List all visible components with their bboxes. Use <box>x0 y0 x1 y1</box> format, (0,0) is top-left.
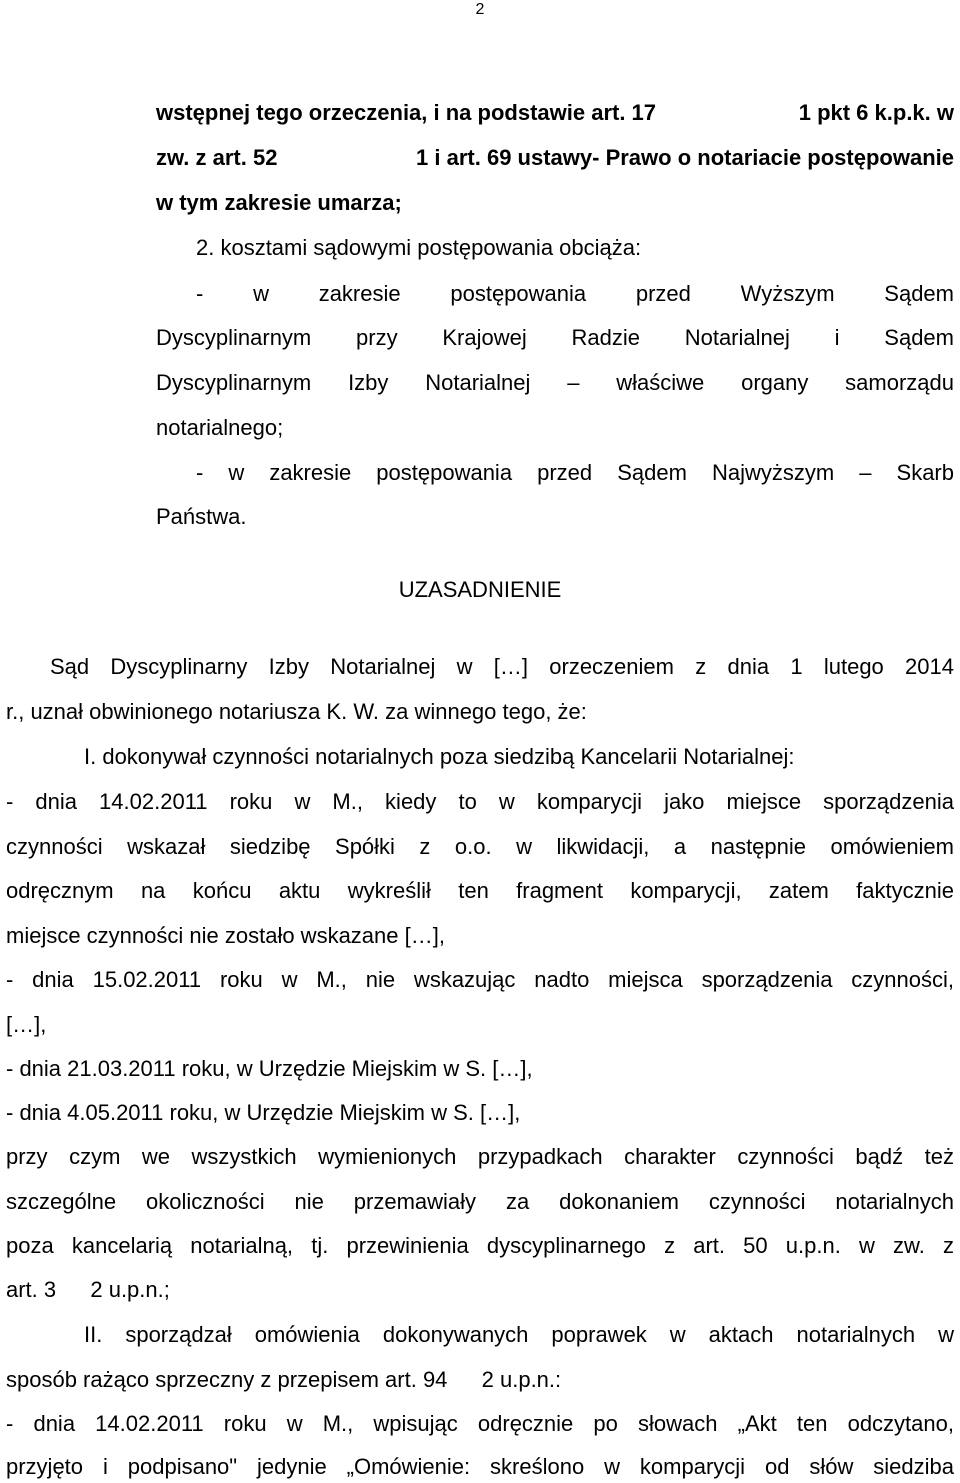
text-line: Dyscyplinarnym przy Krajowej Radzie Notarialnej i Sądem <box>156 325 954 350</box>
text-line: w tym zakresie umarza; <box>156 190 402 215</box>
text-span: zw. z art. 52 <box>156 145 284 170</box>
text-span: 2 u.p.n.: <box>475 1367 562 1392</box>
paragraph-sign-icon <box>62 1276 84 1304</box>
text-line: miejsce czynności nie zostało wskazane […], <box>6 923 445 948</box>
text-line: - dnia 14.02.2011 roku w M., kiedy to w komparycji jako miejsce sporządzenia <box>6 789 954 814</box>
text-line: - dnia 15.02.2011 roku w M., nie wskazując nadto miejsca sporządzenia czynności, <box>6 967 954 992</box>
text-span: sposób rażąco sprzeczny z przepisem art. 94 <box>6 1367 454 1392</box>
text-line: przy czym we wszystkich wymienionych przypadkach charakter czynności bądź też <box>6 1144 954 1169</box>
text-line: II. sporządzał omówienia dokonywanych poprawek w aktach notarialnych w <box>84 1322 954 1347</box>
text-line: - dnia 14.02.2011 roku w M., wpisując odręcznie po słowach „Akt ten odczytano, <box>6 1411 954 1436</box>
text-span: 2 u.p.n.; <box>84 1277 170 1302</box>
paragraph-sign-icon <box>284 144 306 172</box>
text-line: odręcznym na końcu aktu wykreślił ten fragment komparycji, zatem faktycznie <box>6 878 954 903</box>
text-span: 1 i art. 69 ustawy- Prawo o notariacie postępowanie <box>409 145 954 170</box>
text-line: - dnia 4.05.2011 roku, w Urzędzie Miejskim w S. […], <box>6 1100 521 1125</box>
section-heading: UZASADNIENIE <box>398 577 562 602</box>
text-line <box>6 1276 170 1304</box>
text-line: r., uznał obwinionego notariusza K. W. za winnego tego, że: <box>6 699 587 724</box>
text-span: wstępnej tego orzeczenia, i na podstawie art. 17 <box>156 100 663 125</box>
text-span: 1 pkt 6 k.p.k. w <box>792 100 954 125</box>
text-span: art. 3 <box>6 1277 63 1302</box>
text-line: Sąd Dyscyplinarny Izby Notarialnej w […] orzeczeniem z dnia 1 lutego 2014 <box>50 654 954 679</box>
text-line <box>156 99 954 127</box>
text-line: Dyscyplinarnym Izby Notarialnej – właściwe organy samorządu <box>156 370 954 395</box>
page-number: 2 <box>475 1 485 18</box>
paragraph-sign-icon <box>454 1366 476 1394</box>
text-line: Państwa. <box>156 504 247 529</box>
text-line: przyjęto i podpisano" jedynie „Omówienie: skreślono w komparycji od słów siedziba <box>6 1454 954 1479</box>
text-line <box>6 1366 561 1394</box>
text-line: - dnia 21.03.2011 roku, w Urzędzie Miejskim w S. […], <box>6 1056 533 1081</box>
paragraph-sign-icon <box>662 99 684 127</box>
text-line: - w zakresie postępowania przed Sądem Najwyższym – Skarb <box>196 460 954 485</box>
text-line: notarialnego; <box>156 415 284 440</box>
text-line: […], <box>6 1012 47 1037</box>
text-line: szczególne okoliczności nie przemawiały za dokonaniem czynności notarialnych <box>6 1189 954 1214</box>
text-line: czynności wskazał siedzibę Spółki z o.o. w likwidacji, a następnie omówieniem <box>6 834 954 859</box>
text-line: - w zakresie postępowania przed Wyższym Sądem <box>196 281 954 306</box>
text-line: I. dokonywał czynności notarialnych poza siedzibą Kancelarii Notarialnej: <box>84 744 795 769</box>
text-line: poza kancelarią notarialną, tj. przewinienia dyscyplinarnego z art. 50 u.p.n. w zw. z <box>6 1233 954 1258</box>
text-line: 2. kosztami sądowymi postępowania obciąża: <box>196 235 642 260</box>
text-line <box>156 144 954 172</box>
